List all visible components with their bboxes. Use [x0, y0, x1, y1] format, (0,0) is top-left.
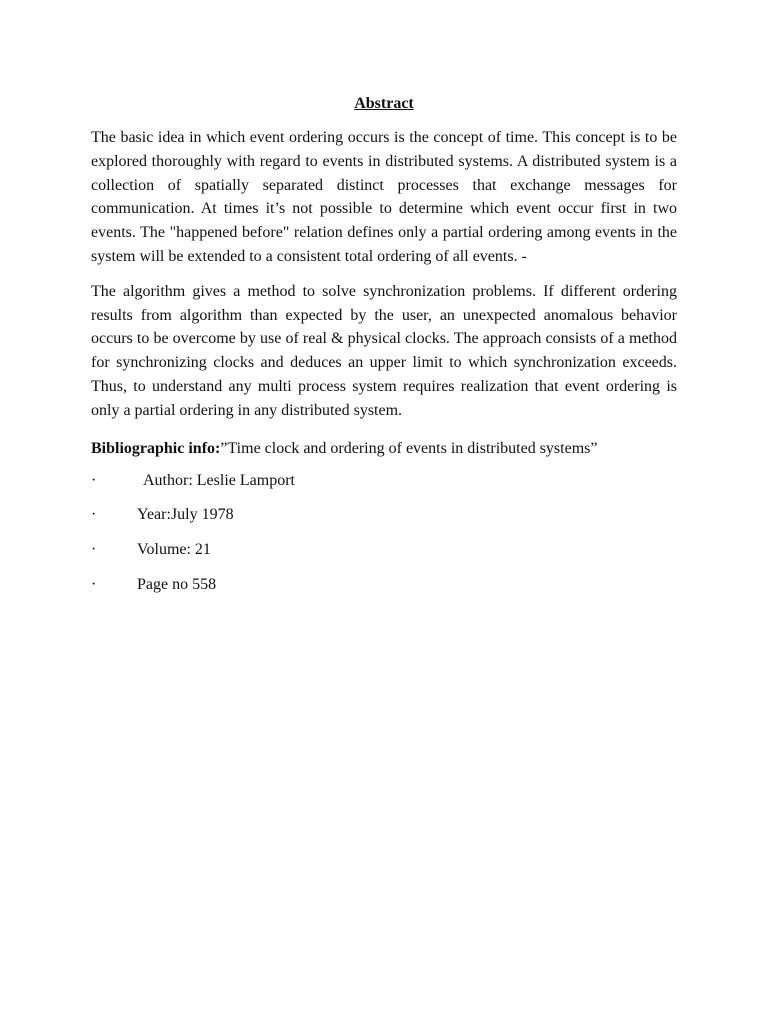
abstract-paragraph-2: The algorithm gives a method to solve synchronization problems. If different ordering results from algorithm than expected by the user, an unexpected anomalous behavior occurs to be overcome by use of real & physical clocks. The approach consists of a method for synchronizing clocks and deduces an upper limit to which synchronization exceeds. Thus, to understand any multi process system requires realization that event ordering is only a partial ordering in any distributed system.: [91, 282, 677, 419]
bibliographic-info-value: ”Time clock and ordering of events in distributed systems”: [220, 439, 598, 457]
bibliographic-info-label: Bibliographic info:: [91, 439, 221, 457]
bullet-icon: ·: [91, 506, 97, 524]
abstract-title: Abstract: [354, 95, 414, 112]
bullet-icon: ·: [91, 575, 97, 593]
list-item-author: [91, 471, 677, 491]
year-text: Year:July 1978: [137, 506, 234, 524]
list-item-volume: [91, 540, 677, 560]
list-item-page: [91, 575, 677, 595]
abstract-paragraph-1: The basic idea in which event ordering occurs is the concept of time. This concept is to be explored thoroughly with regard to events in distributed systems. A distributed system is a collection of spatially separated distinct processes that exchange messages for communication. At times it’s not possible to determine which event occur first in two events. The "happened before" relation defines only a partial ordering among events in the system will be extended to a consistent total ordering of all events. -: [91, 129, 677, 265]
volume-text: Volume: 21: [137, 540, 211, 558]
bibliographic-info: [91, 439, 677, 459]
bibliographic-details-list: [91, 471, 677, 595]
author-text: Author: Leslie Lamport: [143, 471, 295, 489]
bullet-icon: ·: [91, 471, 97, 489]
document-content: [91, 94, 677, 609]
page-number-text: Page no 558: [137, 575, 217, 593]
bullet-icon: ·: [91, 540, 97, 558]
list-item-year: [91, 505, 677, 525]
